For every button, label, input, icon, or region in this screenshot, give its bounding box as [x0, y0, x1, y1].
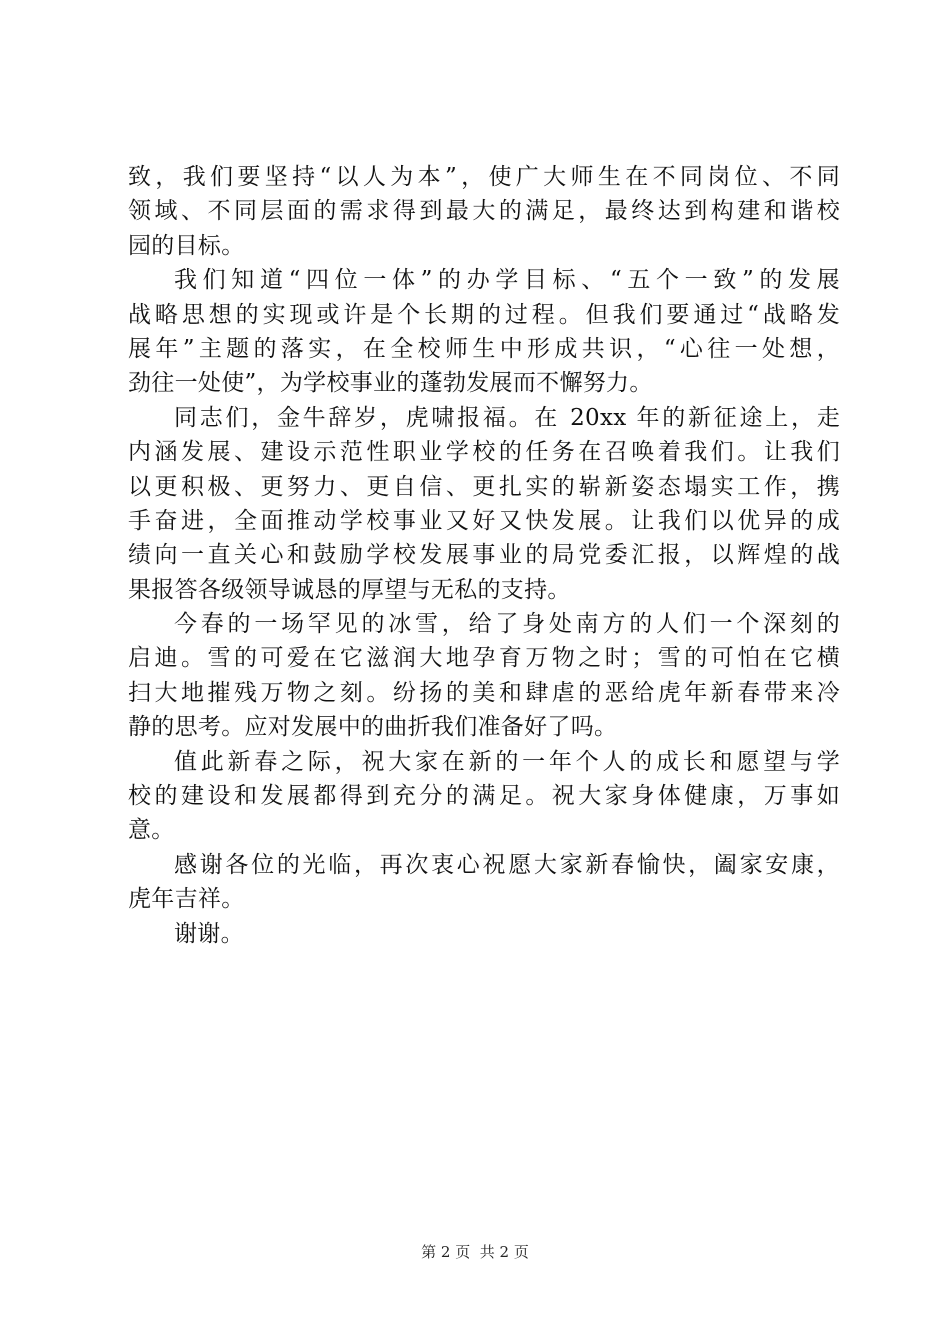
text-line: 静的思考。应对发展中的曲折我们准备好了吗。	[128, 714, 618, 741]
text-line: 同志们，金牛辞岁，虎啸报福。在 20xx 年的新征途上，走	[174, 404, 840, 431]
text-line: 战略思想的实现或许是个长期的过程。但我们要通过“战略发	[128, 301, 840, 328]
text-line: 手奋进，全面推动学校事业又好又快发展。让我们以优异的成	[128, 507, 840, 534]
text-line: 展年”主题的落实，在全校师生中形成共识，“心往一处想，	[128, 335, 840, 362]
text-line: 虎年吉祥。	[128, 886, 245, 913]
text-line: 扫大地摧残万物之刻。纷扬的美和肆虐的恶给虎年新春带来冷	[128, 679, 840, 706]
text-line: 园的目标。	[128, 232, 245, 259]
text-line: 今春的一场罕见的冰雪，给了身处南方的人们一个深刻的	[174, 611, 840, 638]
text-line: 绩向一直关心和鼓励学校发展事业的局党委汇报，以辉煌的战	[128, 542, 840, 569]
text-line: 校的建设和发展都得到充分的满足。祝大家身体健康，万事如	[128, 783, 840, 810]
text-line: 谢谢。	[174, 920, 244, 947]
text-line: 劲往一处使”，为学校事业的蓬勃发展而不懈努力。	[128, 370, 653, 397]
text-line: 启迪。雪的可爱在它滋润大地孕育万物之时；雪的可怕在它横	[128, 645, 840, 672]
text-line: 以更积极、更努力、更自信、更扎实的崭新姿态塌实工作，携	[128, 473, 840, 500]
document-body	[128, 160, 840, 951]
text-line: 我们知道“四位一体”的办学目标、“五个一致”的发展	[174, 267, 840, 294]
text-line: 致，我们要坚持“以人为本”，使广大师生在不同岗位、不同	[128, 164, 840, 190]
page-number: 第 2 页 共 2 页	[421, 1243, 529, 1261]
text-line: 领域、不同层面的需求得到最大的满足，最终达到构建和谐校	[128, 198, 840, 225]
text-line: 值此新春之际，祝大家在新的一年个人的成长和愿望与学	[174, 748, 840, 775]
text-line: 意。	[128, 817, 175, 844]
text-line: 果报答各级领导诚恳的厚望与无私的支持。	[128, 576, 571, 603]
text-line: 内涵发展、建设示范性职业学校的任务在召唤着我们。让我们	[128, 439, 840, 466]
text-line: 感谢各位的光临，再次衷心祝愿大家新春愉快，阖家安康，	[174, 851, 840, 878]
page-footer	[0, 1242, 950, 1262]
